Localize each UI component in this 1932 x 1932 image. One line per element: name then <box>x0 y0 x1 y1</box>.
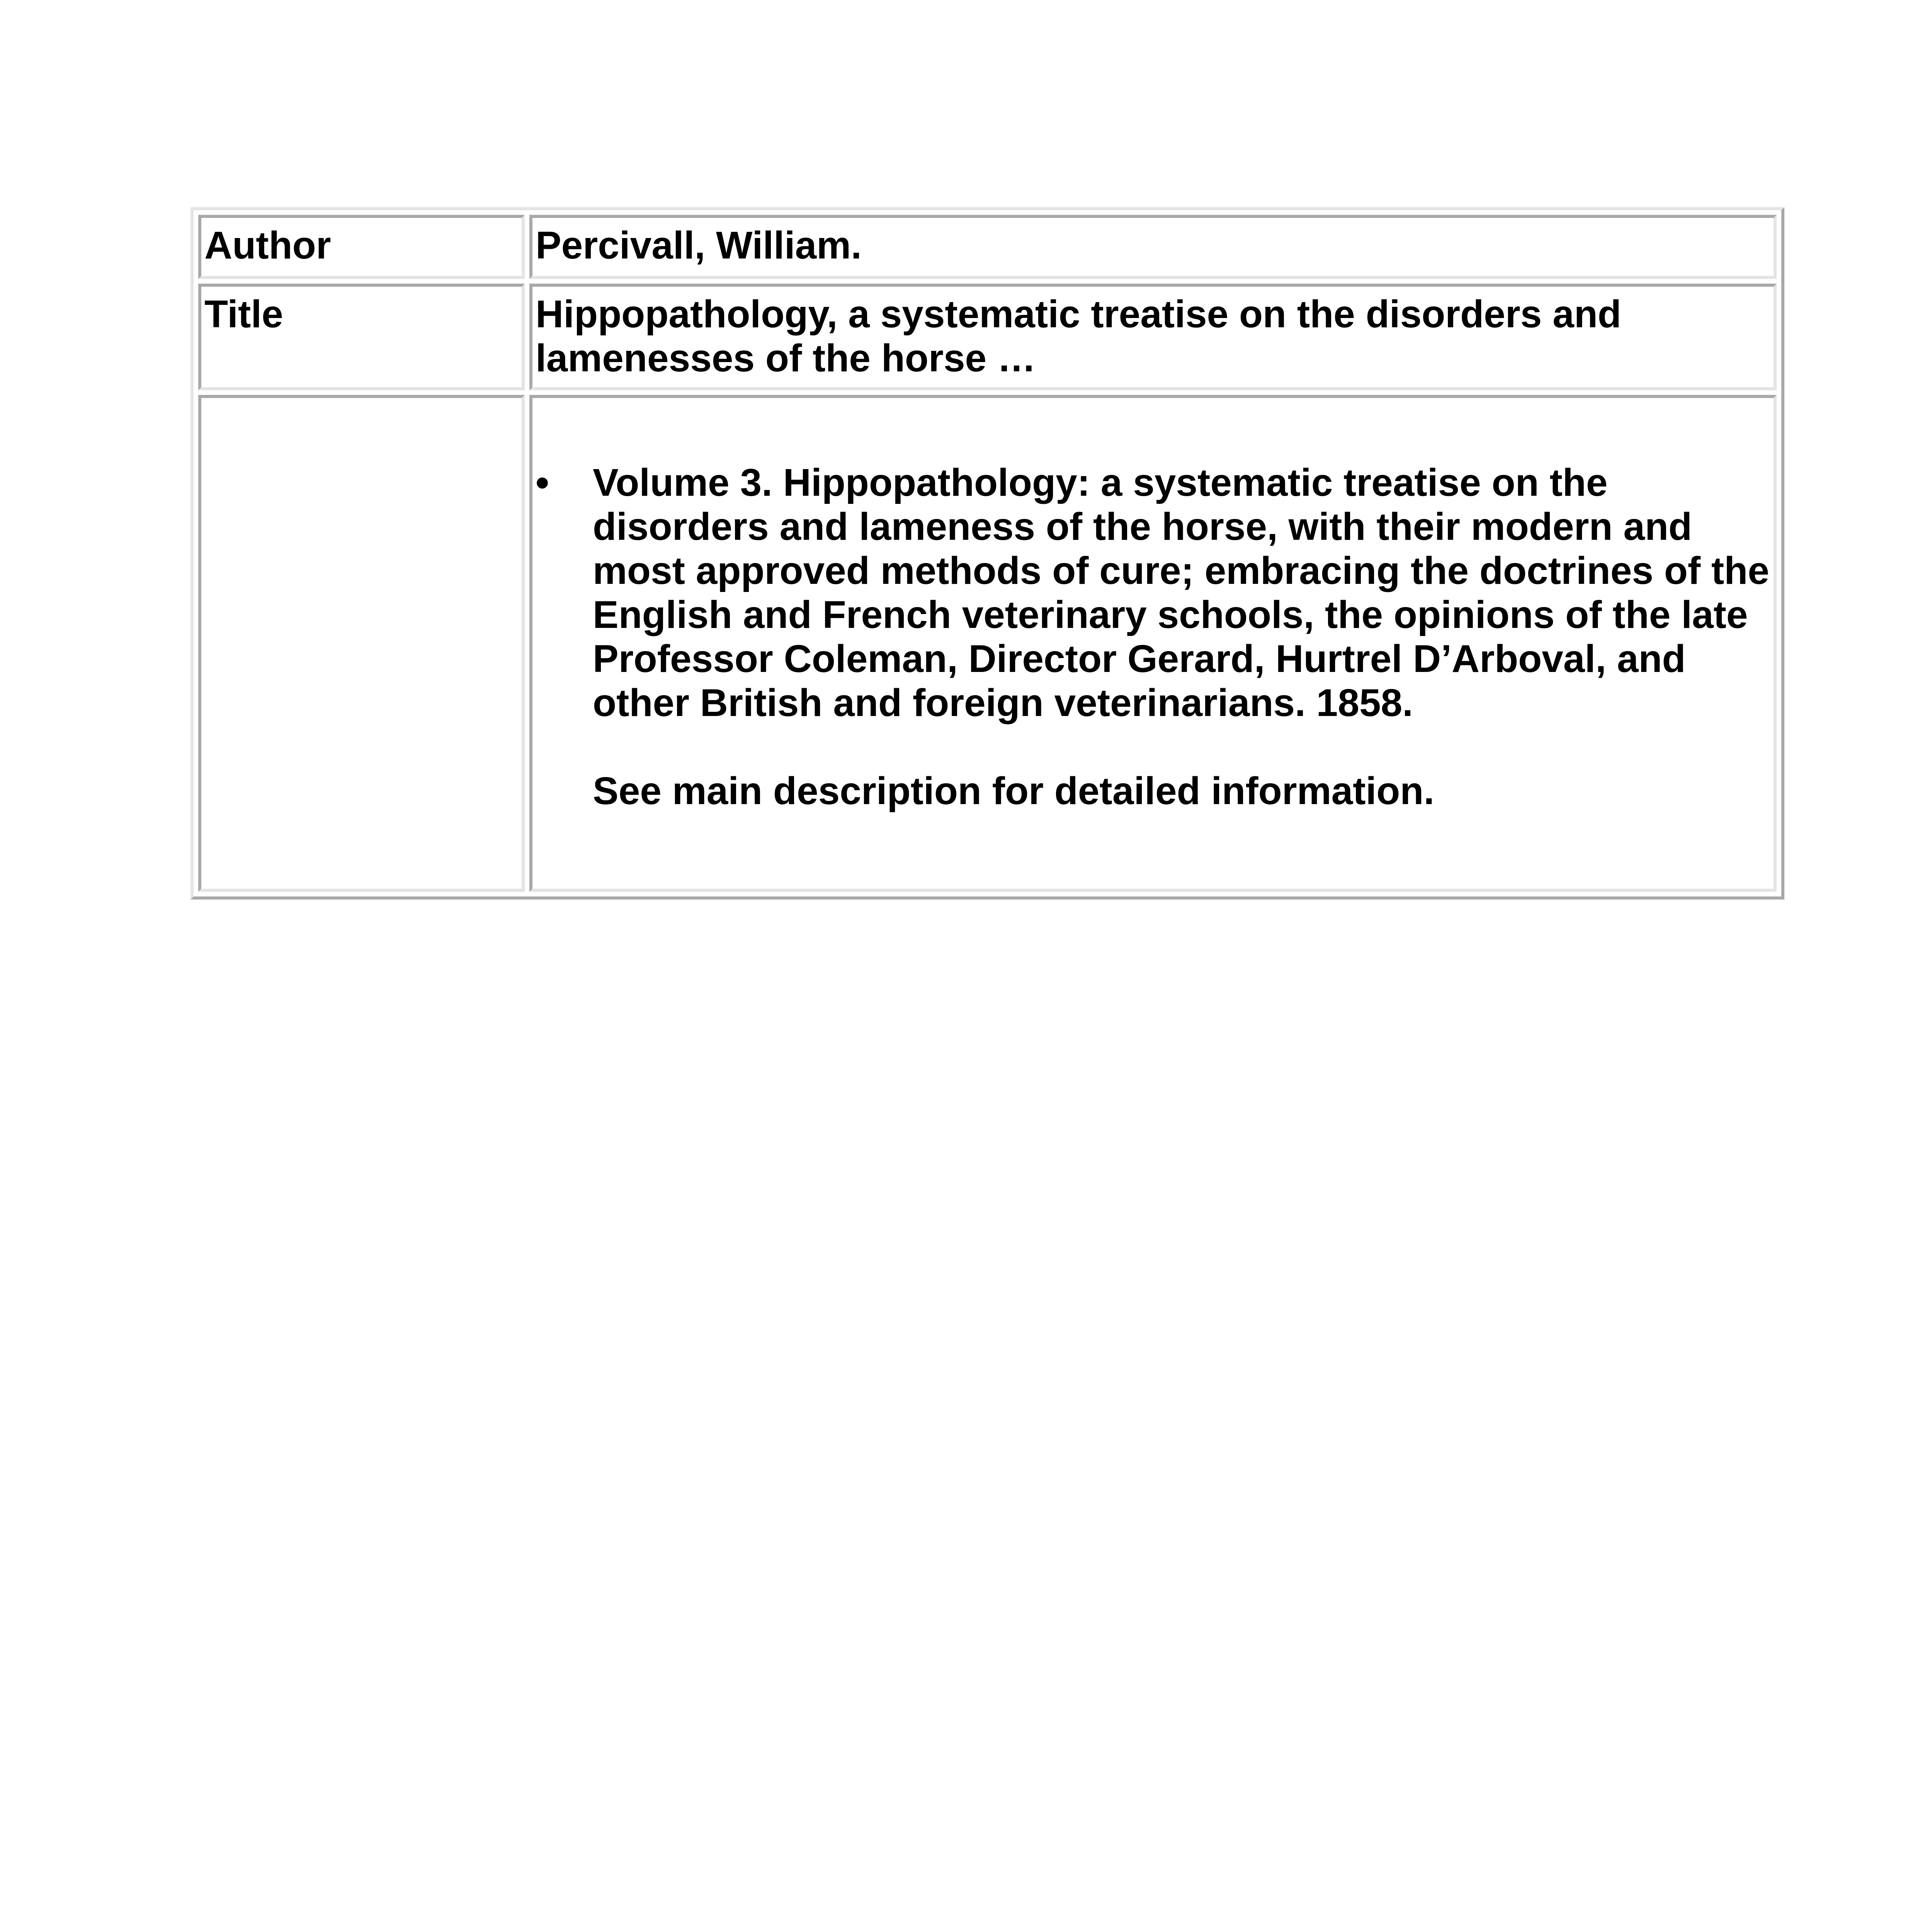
bibliographic-record-table <box>190 207 1784 900</box>
volume-description: Volume 3. Hippopathology: a systematic treatise on the disorders and lameness of the horse, with their modern and most approved methods of cure; embracing the doctrines of the English and French veterinary schools, the opinions of the late Professor Coleman, Director Gerard, Hurtrel D’Arboval, and other British and foreign veterinarians. 1858. <box>593 461 1769 724</box>
volume-cell <box>529 395 1777 892</box>
volume-label-cell <box>198 395 525 892</box>
volume-list <box>536 461 1770 813</box>
title-value: Hippopathology, a systematic treatise on the disorders and lamenesses of the horse … <box>529 284 1777 390</box>
author-label: Author <box>198 215 525 279</box>
bullet-icon: • <box>536 461 549 504</box>
author-row <box>198 215 1777 279</box>
title-label: Title <box>198 284 525 390</box>
volume-row <box>198 395 1777 892</box>
volume-list-item <box>536 461 1770 813</box>
see-main-description-note: See main description for detailed information. <box>593 769 1435 813</box>
author-value: Percivall, William. <box>529 215 1777 279</box>
title-row <box>198 284 1777 390</box>
